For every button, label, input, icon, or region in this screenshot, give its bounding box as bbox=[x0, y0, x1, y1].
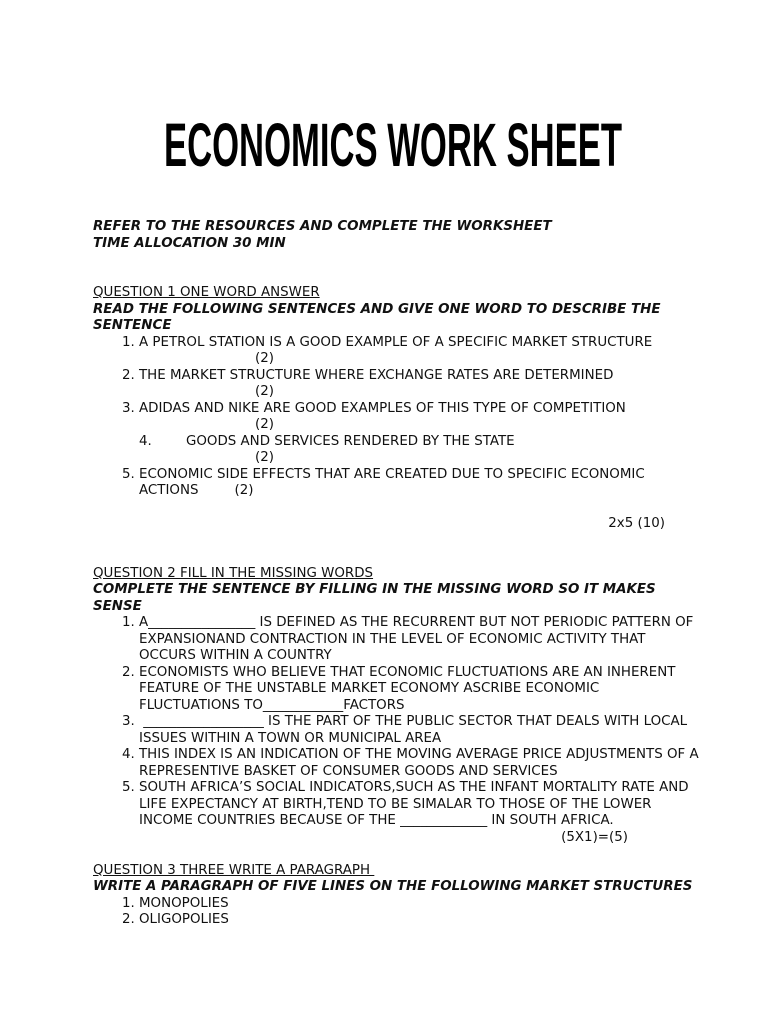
q1-item-text: ADIDAS AND NIKE ARE GOOD EXAMPLES OF THIS TYPE OF COMPETITION bbox=[139, 400, 626, 416]
title-tspan: ECONOMICS WORK SHEET bbox=[164, 110, 622, 178]
q2-item: 4. THIS INDEX IS AN INDICATION OF THE MOVING AVERAGE PRICE ADJUSTMENTS OF A REPRESENTIVE BASKET OF CONSUMER GOODS AND SERVICES bbox=[139, 747, 703, 780]
q2-item: 5. SOUTH AFRICA’S SOCIAL INDICATORS,SUCH AS THE INFANT MORTALITY RATE AND LIFE EXPECTANCY AT BIRTH,TEND TO BE SIMALAR TO THOSE OF THE LOWER INCOME COUNTRIES BECAUSE OF THE _____________ IN SOUTH AFRICA. bbox=[139, 780, 703, 830]
q1-item-text: GOODS AND SERVICES RENDERED BY THE STATE bbox=[186, 433, 515, 449]
q1-total: 2x5 (10) bbox=[608, 516, 665, 531]
q1-item bbox=[139, 368, 703, 401]
q1-item-number: 4. bbox=[139, 433, 152, 449]
q1-item bbox=[139, 335, 703, 368]
q1-instruction: READ THE FOLLOWING SENTENCES AND GIVE ONE WORD TO DESCRIBE THE SENTENCE bbox=[93, 301, 661, 333]
q3-heading: QUESTION 3 THREE WRITE A PARAGRAPH bbox=[93, 862, 375, 878]
q1-item-text: THE MARKET STRUCTURE WHERE EXCHANGE RATES ARE DETERMINED bbox=[139, 367, 614, 383]
intro-line-2: TIME ALLOCATION 30 MIN bbox=[93, 235, 286, 251]
q2-item: 1. A________________ IS DEFINED AS THE RECURRENT BUT NOT PERIODIC PATTERN OF EXPANSIONAND CONTRACTION IN THE LEVEL OF ECONOMIC ACTIVITY THAT OCCURS WITHIN A COUNTRY bbox=[139, 615, 703, 665]
q1-item-text: ECONOMIC SIDE EFFECTS THAT ARE CREATED DUE TO SPECIFIC ECONOMIC ACTIONS bbox=[139, 466, 645, 498]
q1-item bbox=[139, 434, 703, 467]
q2-item: 3. __________________ IS THE PART OF THE PUBLIC SECTOR THAT DEALS WITH LOCAL ISSUES WITHIN A TOWN OR MUNICIPAL AREA bbox=[139, 714, 703, 747]
q3-instruction: WRITE A PARAGRAPH OF FIVE LINES ON THE FOLLOWING MARKET STRUCTURES bbox=[93, 879, 693, 894]
q1-item bbox=[139, 401, 703, 434]
q1-heading: QUESTION 1 ONE WORD ANSWER bbox=[93, 285, 320, 300]
q1-item-text: A PETROL STATION IS A GOOD EXAMPLE OF A SPECIFIC MARKET STRUCTURE bbox=[139, 334, 653, 350]
q2-list bbox=[93, 615, 703, 830]
q3-list bbox=[93, 896, 703, 929]
q2-item: 2. ECONOMISTS WHO BELIEVE THAT ECONOMIC FLUCTUATIONS ARE AN INHERENT FEATURE OF THE UNSTABLE MARKET ECONOMY ASCRIBE ECONOMIC FLUCTUATIONS TO____________FACTORS bbox=[139, 665, 703, 715]
q3-item: 2. OLIGOPOLIES bbox=[139, 912, 703, 929]
q2-heading: QUESTION 2 FILL IN THE MISSING WORDS bbox=[93, 565, 374, 581]
q1-item bbox=[139, 467, 703, 500]
q1-item-marks: (2) bbox=[255, 417, 274, 432]
q1-list bbox=[93, 335, 703, 500]
q3-item: 1. MONOPOLIES bbox=[139, 896, 703, 913]
q1-item-marks: (2) bbox=[255, 384, 274, 399]
q1-item-marks: (2) bbox=[255, 351, 274, 366]
intro-line-1: REFER TO THE RESOURCES AND COMPLETE THE WORKSHEET bbox=[93, 219, 552, 234]
q1-item-marks: (2) bbox=[234, 483, 254, 498]
q2-total: (5X1)=(5) bbox=[561, 829, 628, 845]
worksheet-title bbox=[160, 88, 630, 178]
worksheet-title-text bbox=[164, 111, 622, 178]
worksheet-content bbox=[93, 219, 703, 929]
q1-item-marks: (2) bbox=[255, 450, 274, 465]
q2-instruction: COMPLETE THE SENTENCE BY FILLING IN THE MISSING WORD SO IT MAKES SENSE bbox=[93, 582, 656, 614]
